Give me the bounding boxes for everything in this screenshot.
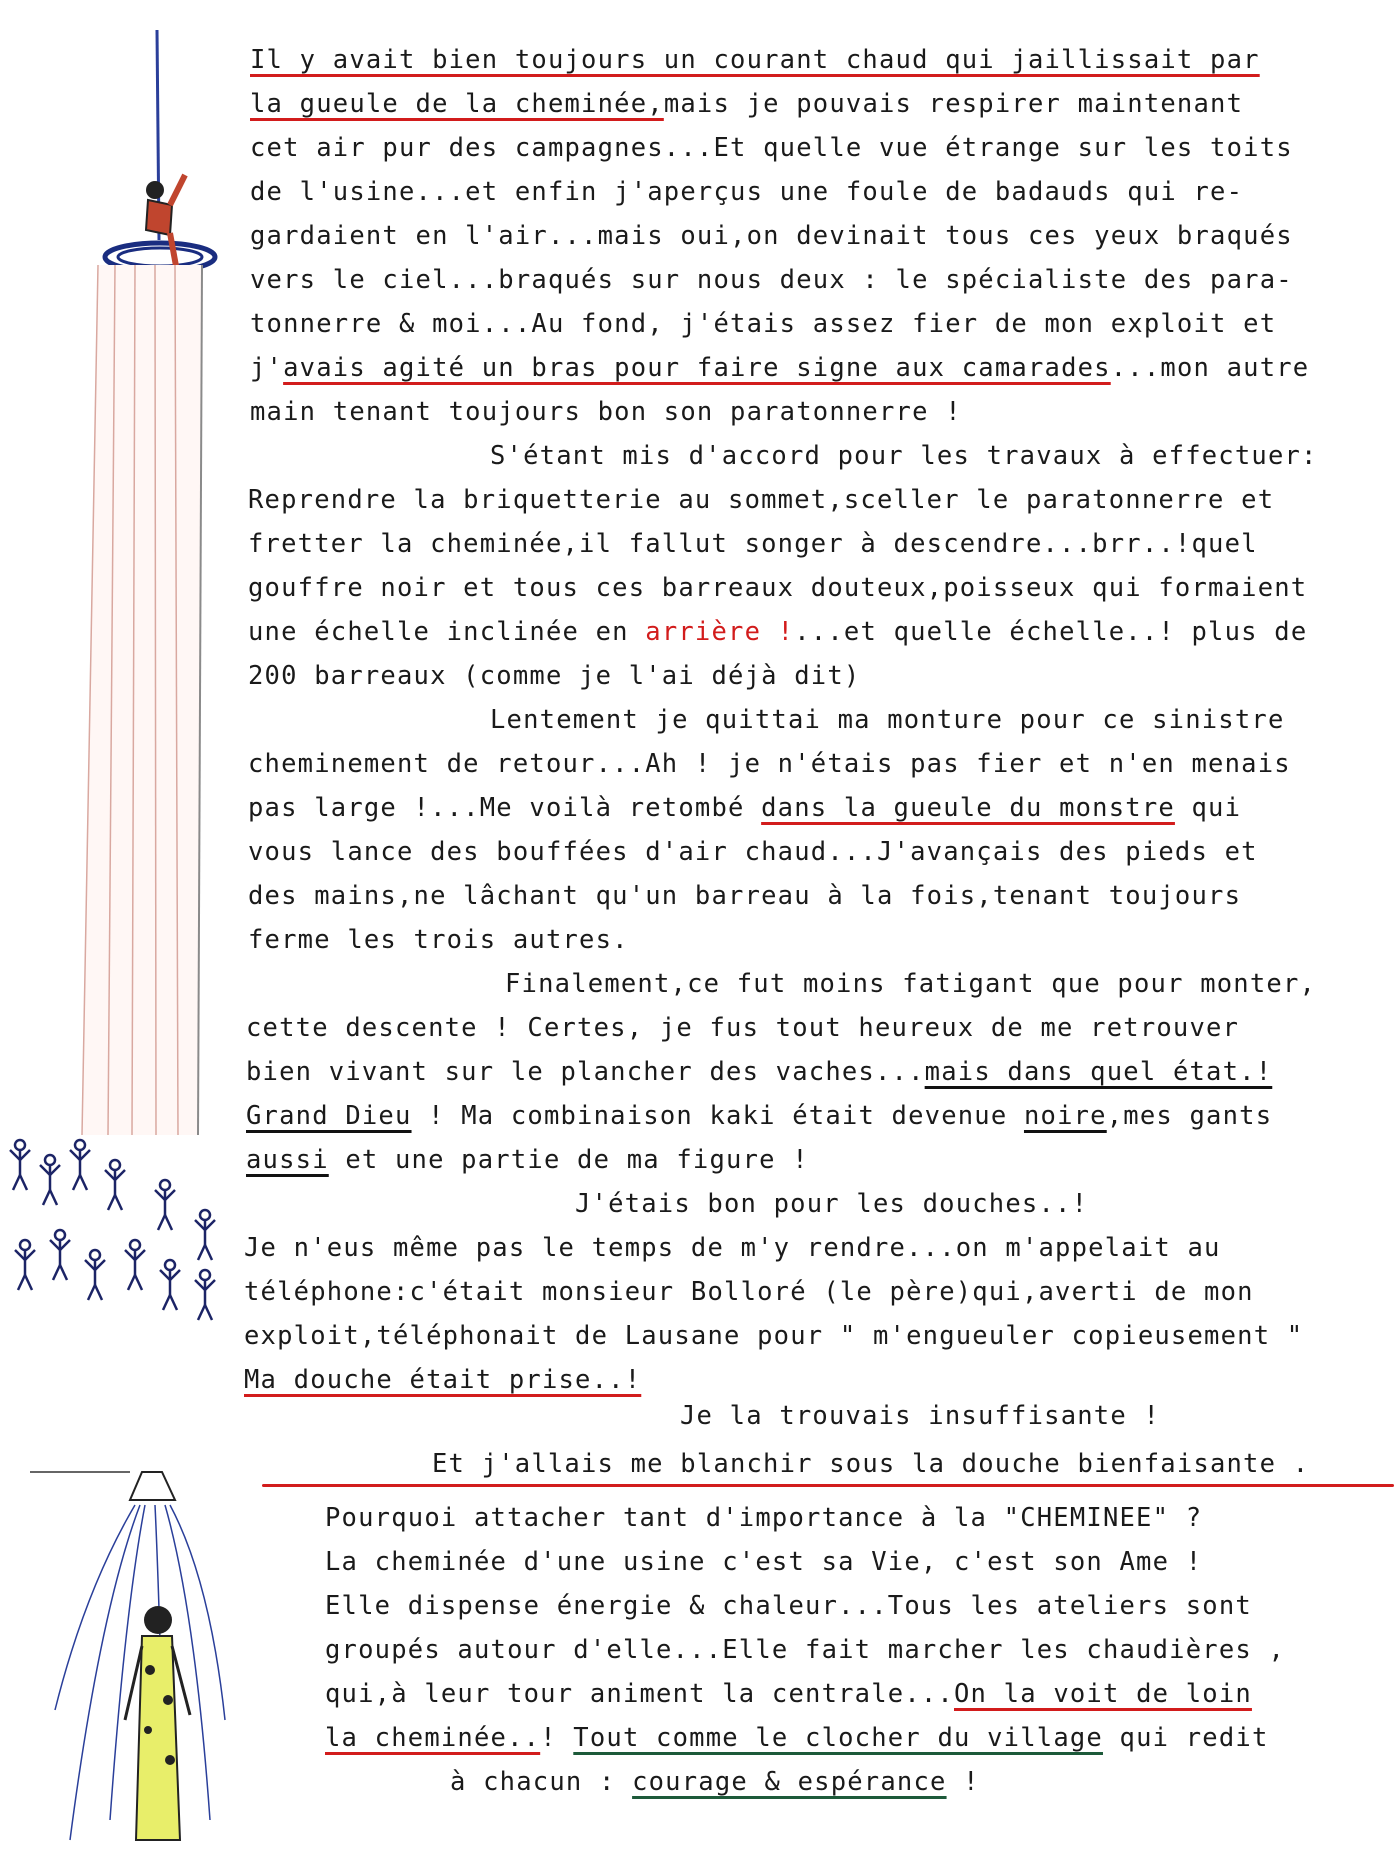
text-line (450, 1767, 980, 1797)
text-run: Lentement je quittai ma monture pour ce sinistre (490, 705, 1285, 735)
text-run: pas large !...Me voilà retombé (248, 793, 762, 823)
highlighted-text: la gueule de la cheminée, (250, 89, 664, 119)
text-line (250, 45, 1260, 75)
text-line (680, 1401, 1160, 1431)
text-run: vers le ciel...braqués sur nous deux : le spécialiste des para- (250, 265, 1293, 295)
text-line (248, 617, 1307, 647)
text-run: J'étais bon pour les douches..! (575, 1189, 1089, 1219)
text-line (248, 573, 1307, 603)
text-run: La cheminée d'une usine c'est sa Vie, c'est son Ame ! (325, 1547, 1203, 1577)
text-line (325, 1503, 1202, 1533)
text-run: j' (250, 353, 284, 383)
text-line (246, 1057, 1272, 1087)
text-run: à chacun : (450, 1767, 633, 1797)
text-run: Et j'allais me blanchir sous la douche bienfaisante . (432, 1449, 1310, 1479)
text-run: bien vivant sur le plancher des vaches... (246, 1057, 925, 1087)
text-run: ! (946, 1767, 980, 1797)
text-run: S'étant mis d'accord pour les travaux à effectuer: (490, 441, 1318, 471)
chimney-illustration (60, 25, 240, 1145)
text-line (250, 309, 1276, 339)
highlighted-text: Tout comme le clocher du village (573, 1723, 1103, 1753)
text-line (250, 221, 1293, 251)
highlighted-text: avais agité un bras pour faire signe aux camarades (283, 353, 1111, 383)
text-line (505, 969, 1316, 999)
text-line (244, 1321, 1303, 1351)
highlighted-text: Ma douche était prise..! (244, 1365, 642, 1395)
text-run: tonnerre & moi...Au fond, j'étais assez fier de mon exploit et (250, 309, 1277, 339)
showering-figure (125, 1606, 190, 1840)
text-run: ,mes gants (1106, 1101, 1273, 1131)
text-line (248, 485, 1274, 515)
text-line (248, 793, 1241, 823)
text-line (325, 1591, 1252, 1621)
text-line (325, 1547, 1202, 1577)
text-line (248, 529, 1258, 559)
text-run: Reprendre la briquetterie au sommet,sceller le paratonnerre et (248, 485, 1275, 515)
shower-illustration (30, 1460, 230, 1860)
text-line (250, 133, 1293, 163)
text-line (325, 1679, 1252, 1709)
text-line (246, 1101, 1272, 1131)
text-run: qui (1174, 793, 1242, 823)
text-line (250, 177, 1243, 207)
chimney-shaft (82, 265, 202, 1135)
text-line (248, 837, 1258, 867)
text-run: gouffre noir et tous ces barreaux douteux,poisseux qui formaient (248, 573, 1308, 603)
text-run: cheminement de retour...Ah ! je n'étais pas fier et n'en menais (248, 749, 1291, 779)
text-line (250, 89, 1243, 119)
text-line (246, 1145, 809, 1175)
text-run: des mains,ne lâchant qu'un barreau à la fois,tenant toujours (248, 881, 1242, 911)
text-run: ...mon autre (1110, 353, 1310, 383)
text-run: cette descente ! Certes, je fus tout heureux de me retrouver (246, 1013, 1240, 1043)
text-line (250, 265, 1293, 295)
highlighted-text: arrière ! (645, 617, 795, 647)
text-run: Pourquoi attacher tant d'importance à la "CHEMINEE" ? (325, 1503, 1203, 1533)
crowd-illustration (5, 1105, 230, 1330)
highlighted-text: On la voit de loin (954, 1679, 1252, 1709)
text-run: mais je pouvais respirer maintenant (663, 89, 1244, 119)
text-line (490, 441, 1318, 471)
text-run: téléphone:c'était monsieur Bolloré (le père)qui,averti de mon (244, 1277, 1254, 1307)
text-run: exploit,téléphonait de Lausane pour " m'engueuler copieusement " (244, 1321, 1304, 1351)
highlighted-text: dans la gueule du monstre (761, 793, 1175, 823)
text-line (248, 925, 629, 955)
highlighted-text: la cheminée.. (325, 1723, 541, 1753)
highlighted-text: noire (1023, 1101, 1107, 1131)
highlighted-text: aussi (246, 1145, 329, 1175)
text-line (248, 881, 1241, 911)
text-run: fretter la cheminée,il fallut songer à descendre...brr..!quel (248, 529, 1258, 559)
text-run: de l'usine...et enfin j'aperçus une foule de badauds qui re- (250, 177, 1244, 207)
text-line (248, 661, 860, 691)
text-line (575, 1189, 1088, 1219)
text-line (244, 1233, 1221, 1263)
text-line (246, 1013, 1239, 1043)
text-run: cet air pur des campagnes...Et quelle vue étrange sur les toits (250, 133, 1293, 163)
text-run: une échelle inclinée en (248, 617, 646, 647)
text-line (244, 1365, 641, 1395)
highlighted-text: courage & espérance (632, 1767, 947, 1797)
text-line (244, 1277, 1254, 1307)
climber-figure (146, 175, 185, 277)
text-run: ! (540, 1723, 574, 1753)
text-run: main tenant toujours bon son paratonnerre ! (250, 397, 962, 427)
text-run: ! Ma combinaison kaki était devenue (411, 1101, 1024, 1131)
text-run: vous lance des bouffées d'air chaud...J'avançais des pieds et (248, 837, 1258, 867)
text-run: gardaient en l'air...mais oui,on devinait tous ces yeux braqués (250, 221, 1293, 251)
text-line (248, 749, 1291, 779)
text-line (325, 1723, 1269, 1753)
highlighted-text: Grand Dieu (246, 1101, 412, 1131)
text-run: 200 barreaux (comme je l'ai déjà dit) (248, 661, 861, 691)
text-run: ferme les trois autres. (248, 925, 629, 955)
shower-head-icon (130, 1472, 175, 1500)
text-line (490, 705, 1285, 735)
text-run: Je n'eus même pas le temps de m'y rendre...on m'appelait au (244, 1233, 1221, 1263)
separator-rule (262, 1484, 1394, 1487)
text-run: qui redit (1102, 1723, 1269, 1753)
text-run: ...et quelle échelle..! plus de (794, 617, 1308, 647)
text-line (325, 1635, 1285, 1665)
text-run: Je la trouvais insuffisante ! (680, 1401, 1161, 1431)
text-line (250, 397, 962, 427)
text-line (250, 353, 1309, 383)
text-line (432, 1449, 1309, 1479)
text-run: et une partie de ma figure ! (328, 1145, 809, 1175)
text-run: Elle dispense énergie & chaleur...Tous les ateliers sont (325, 1591, 1252, 1621)
text-run: Finalement,ce fut moins fatigant que pour monter, (505, 969, 1317, 999)
highlighted-text: Il y avait bien toujours un courant chaud qui jaillissait par (250, 45, 1260, 75)
text-run: qui,à leur tour animent la centrale... (325, 1679, 954, 1709)
text-run: groupés autour d'elle...Elle fait marcher les chaudières , (325, 1635, 1286, 1665)
highlighted-text: mais dans quel état.! (924, 1057, 1273, 1087)
